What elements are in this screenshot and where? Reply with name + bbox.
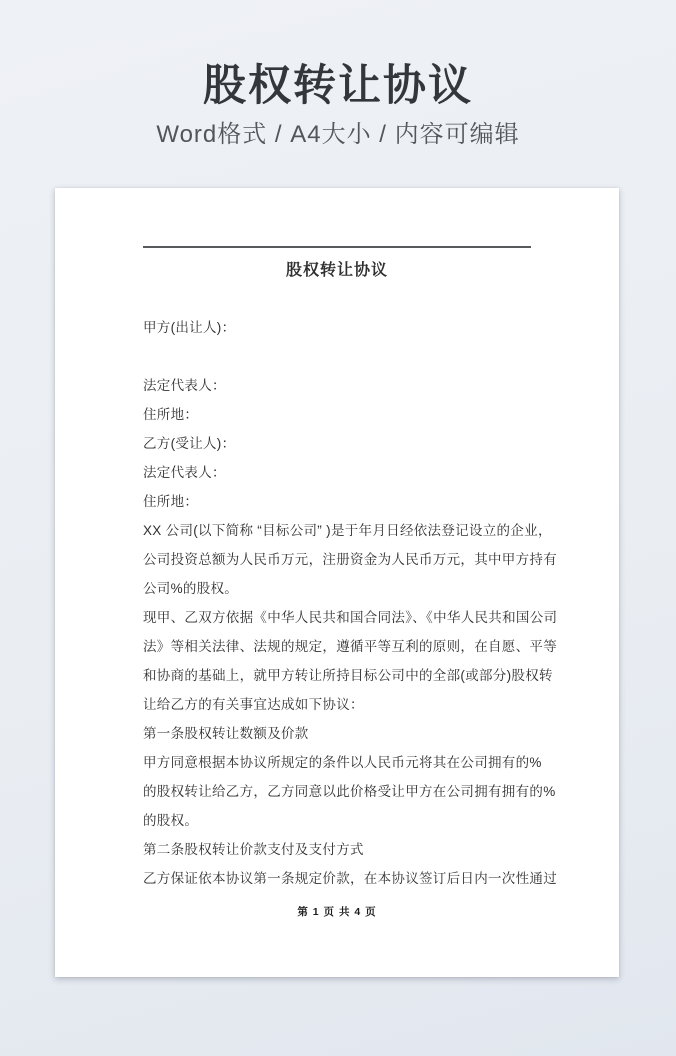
hero-header (0, 0, 676, 150)
document-body-line (143, 342, 531, 371)
document-divider (143, 246, 531, 248)
document-body-line: XX 公司(以下简称 “目标公司” )是于年月日经依法登记设立的企业， (143, 523, 552, 538)
document-body-line: 住所地： (143, 407, 199, 422)
document-body-line: 公司%的股权。 (143, 581, 239, 596)
document-body-line: 法》等相关法律、法规的规定，遵循平等互利的原则，在自愿、平等 (143, 639, 557, 654)
document-body-line: 甲方(出让人)： (143, 320, 236, 335)
document-body-line: 第一条股权转让数额及价款 (143, 726, 309, 741)
document-body-line: 和协商的基础上，就甲方转让所持目标公司中的全部(或部分)股权转 (143, 668, 553, 683)
document-body-line: 的股权转让给乙方，乙方同意以此价格受让甲方在公司拥有拥有的% (143, 784, 556, 799)
document-body-line: 乙方保证依本协议第一条规定价款，在本协议签订后日内一次性通过 (143, 871, 557, 886)
document-body-line: 的股权。 (143, 813, 199, 828)
document-body-line: 现甲、乙双方依据《中华人民共和国合同法》、《中华人民共和国公司 (143, 610, 558, 625)
document-body (143, 313, 558, 893)
document-body-line: 乙方(受让人)： (143, 436, 236, 451)
document-body-line: 公司投资总额为人民币万元，注册资金为人民币万元，其中甲方持有 (143, 552, 557, 567)
document-body-line: 甲方同意根据本协议所规定的条件以人民币元将其在公司拥有的% (143, 755, 542, 770)
document-body-line: 第二条股权转让价款支付及支付方式 (143, 842, 364, 857)
page-subtitle: Word格式 / A4大小 / 内容可编辑 (156, 121, 520, 148)
document-body-line: 让给乙方的有关事宜达成如下协议： (143, 697, 364, 712)
page-number-footer: 第 1 页 共 4 页 (297, 906, 377, 918)
page-title: 股权转让协议 (203, 62, 473, 110)
document-body-line: 住所地： (143, 494, 199, 509)
document-body-line: 法定代表人： (143, 378, 226, 393)
document-body-line: 法定代表人： (143, 465, 226, 480)
document-title: 股权转让协议 (285, 262, 388, 279)
document-page (55, 188, 619, 977)
